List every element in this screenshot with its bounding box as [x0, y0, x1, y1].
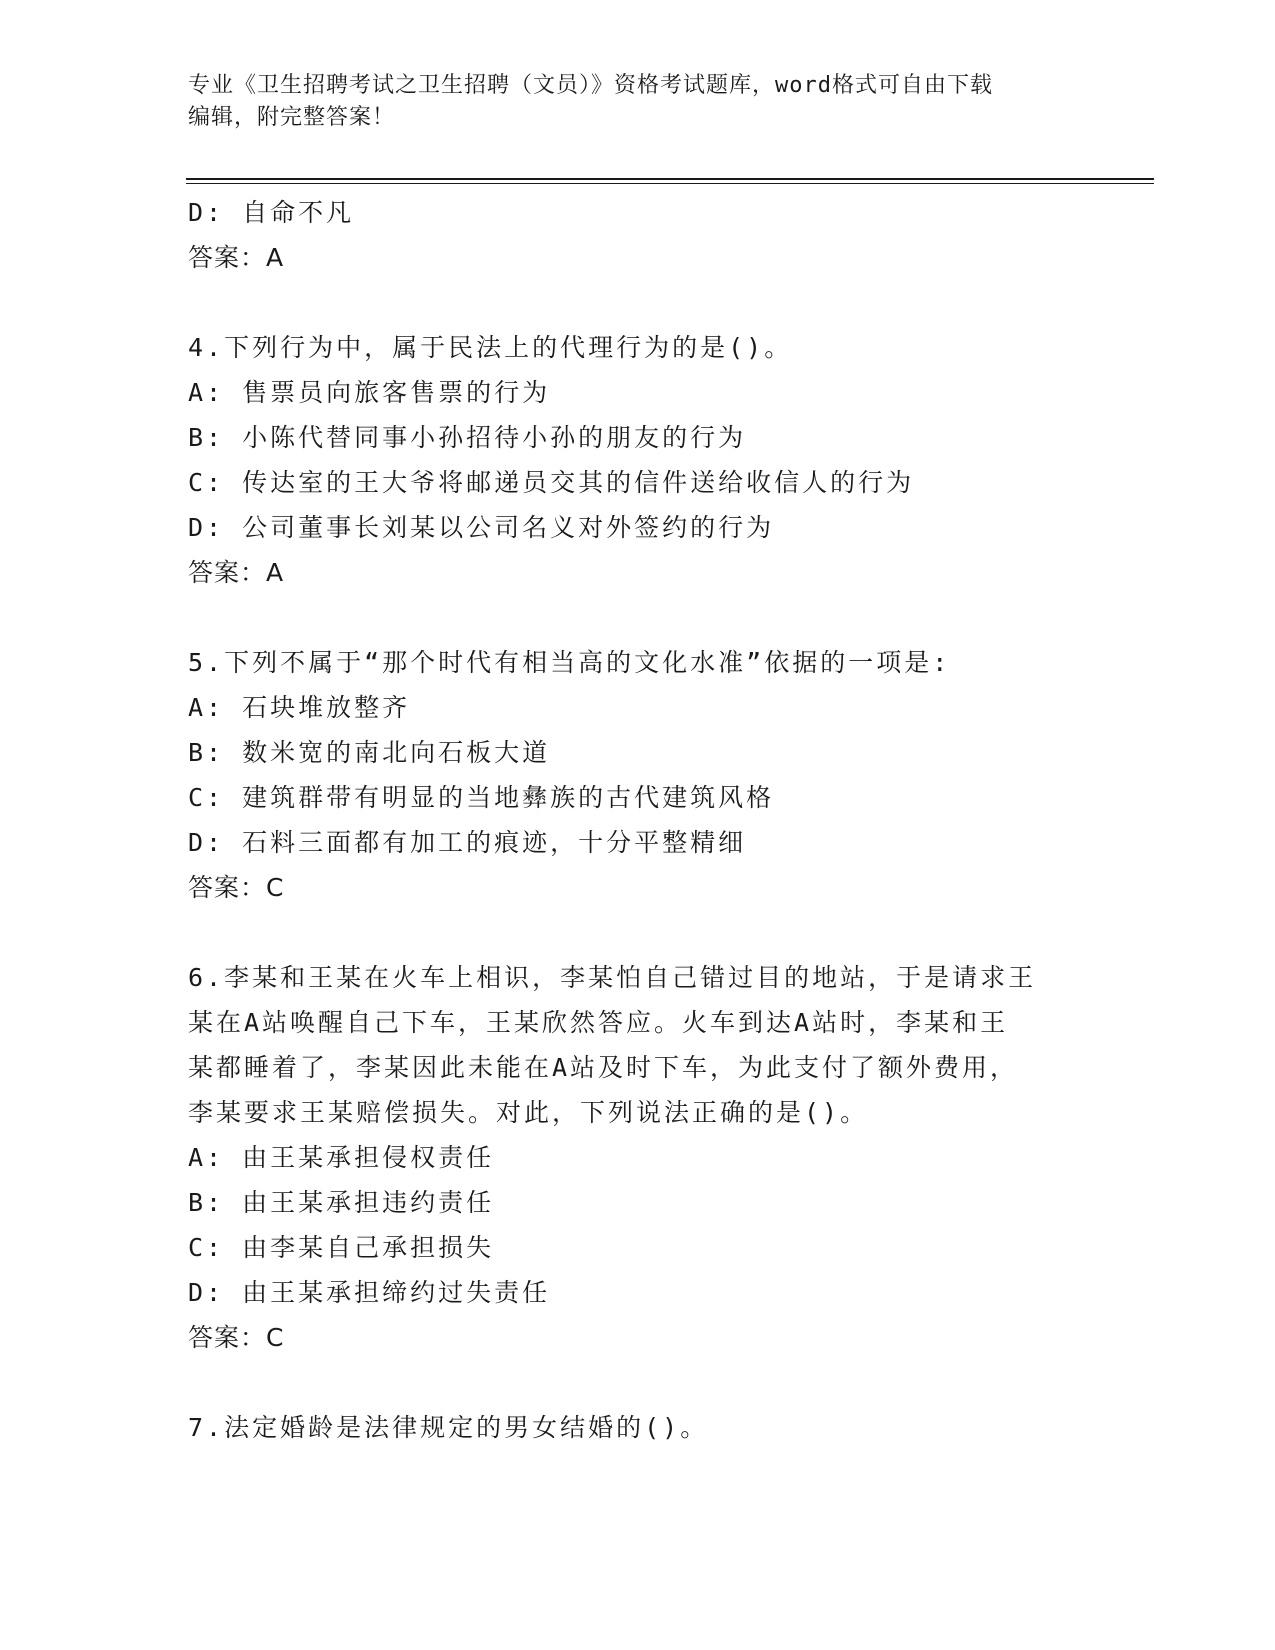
q3-option-d: D: 自命不凡 [188, 198, 355, 227]
q4-option-a: A: 售票员向旅客售票的行为 [188, 378, 551, 407]
question-7 [188, 1405, 1068, 1450]
q6-option-a: A: 由王某承担侵权责任 [188, 1143, 495, 1172]
question-5 [188, 640, 1068, 910]
q6-answer: 答案：C [188, 1323, 285, 1352]
q5-stem: 5.下列不属于“那个时代有相当高的文化水准”依据的一项是: [188, 648, 951, 677]
q6-stem-line-4: 李某要求王某赔偿损失。对此，下列说法正确的是()。 [188, 1098, 869, 1127]
q5-option-d: D: 石料三面都有加工的痕迹，十分平整精细 [188, 828, 747, 857]
question-4 [188, 325, 1068, 595]
q6-stem-line-1: 6.李某和王某在火车上相识，李某怕自己错过目的地站，于是请求王 [188, 963, 1037, 992]
q5-answer: 答案：C [188, 873, 285, 902]
q4-answer: 答案：A [188, 558, 285, 587]
q5-option-b: B: 数米宽的南北向石板大道 [188, 738, 551, 767]
q4-option-b: B: 小陈代替同事小孙招待小孙的朋友的行为 [188, 423, 747, 452]
header-line-2: 编辑，附完整答案！ [188, 105, 396, 130]
q3-answer: 答案：A [188, 243, 285, 272]
q6-stem-line-2: 某在A站唤醒自己下车，王某欣然答应。火车到达A站时，李某和王 [188, 1008, 1009, 1037]
q6-option-d: D: 由王某承担缔约过失责任 [188, 1278, 551, 1307]
q4-stem: 4.下列行为中，属于民法上的代理行为的是()。 [188, 333, 793, 362]
document-header [188, 70, 1088, 134]
question-list [188, 190, 1068, 1450]
q4-option-c: C: 传达室的王大爷将邮递员交其的信件送给收信人的行为 [188, 468, 915, 497]
q5-option-a: A: 石块堆放整齐 [188, 693, 411, 722]
header-divider-thick [186, 178, 1154, 180]
q6-stem-line-3: 某都睡着了，李某因此未能在A站及时下车，为此支付了额外费用， [188, 1053, 1019, 1082]
question-3-tail [188, 190, 1068, 280]
q5-option-c: C: 建筑群带有明显的当地彝族的古代建筑风格 [188, 783, 775, 812]
q4-option-d: D: 公司董事长刘某以公司名义对外签约的行为 [188, 513, 775, 542]
question-6 [188, 955, 1068, 1360]
header-line-1: 专业《卫生招聘考试之卫生招聘（文员）》资格考试题库，word格式可自由下载 [188, 73, 993, 98]
q7-stem: 7.法定婚龄是法律规定的男女结婚的()。 [188, 1413, 709, 1442]
header-divider-thin [186, 183, 1154, 184]
q6-option-c: C: 由李某自己承担损失 [188, 1233, 495, 1262]
q6-option-b: B: 由王某承担违约责任 [188, 1188, 495, 1217]
